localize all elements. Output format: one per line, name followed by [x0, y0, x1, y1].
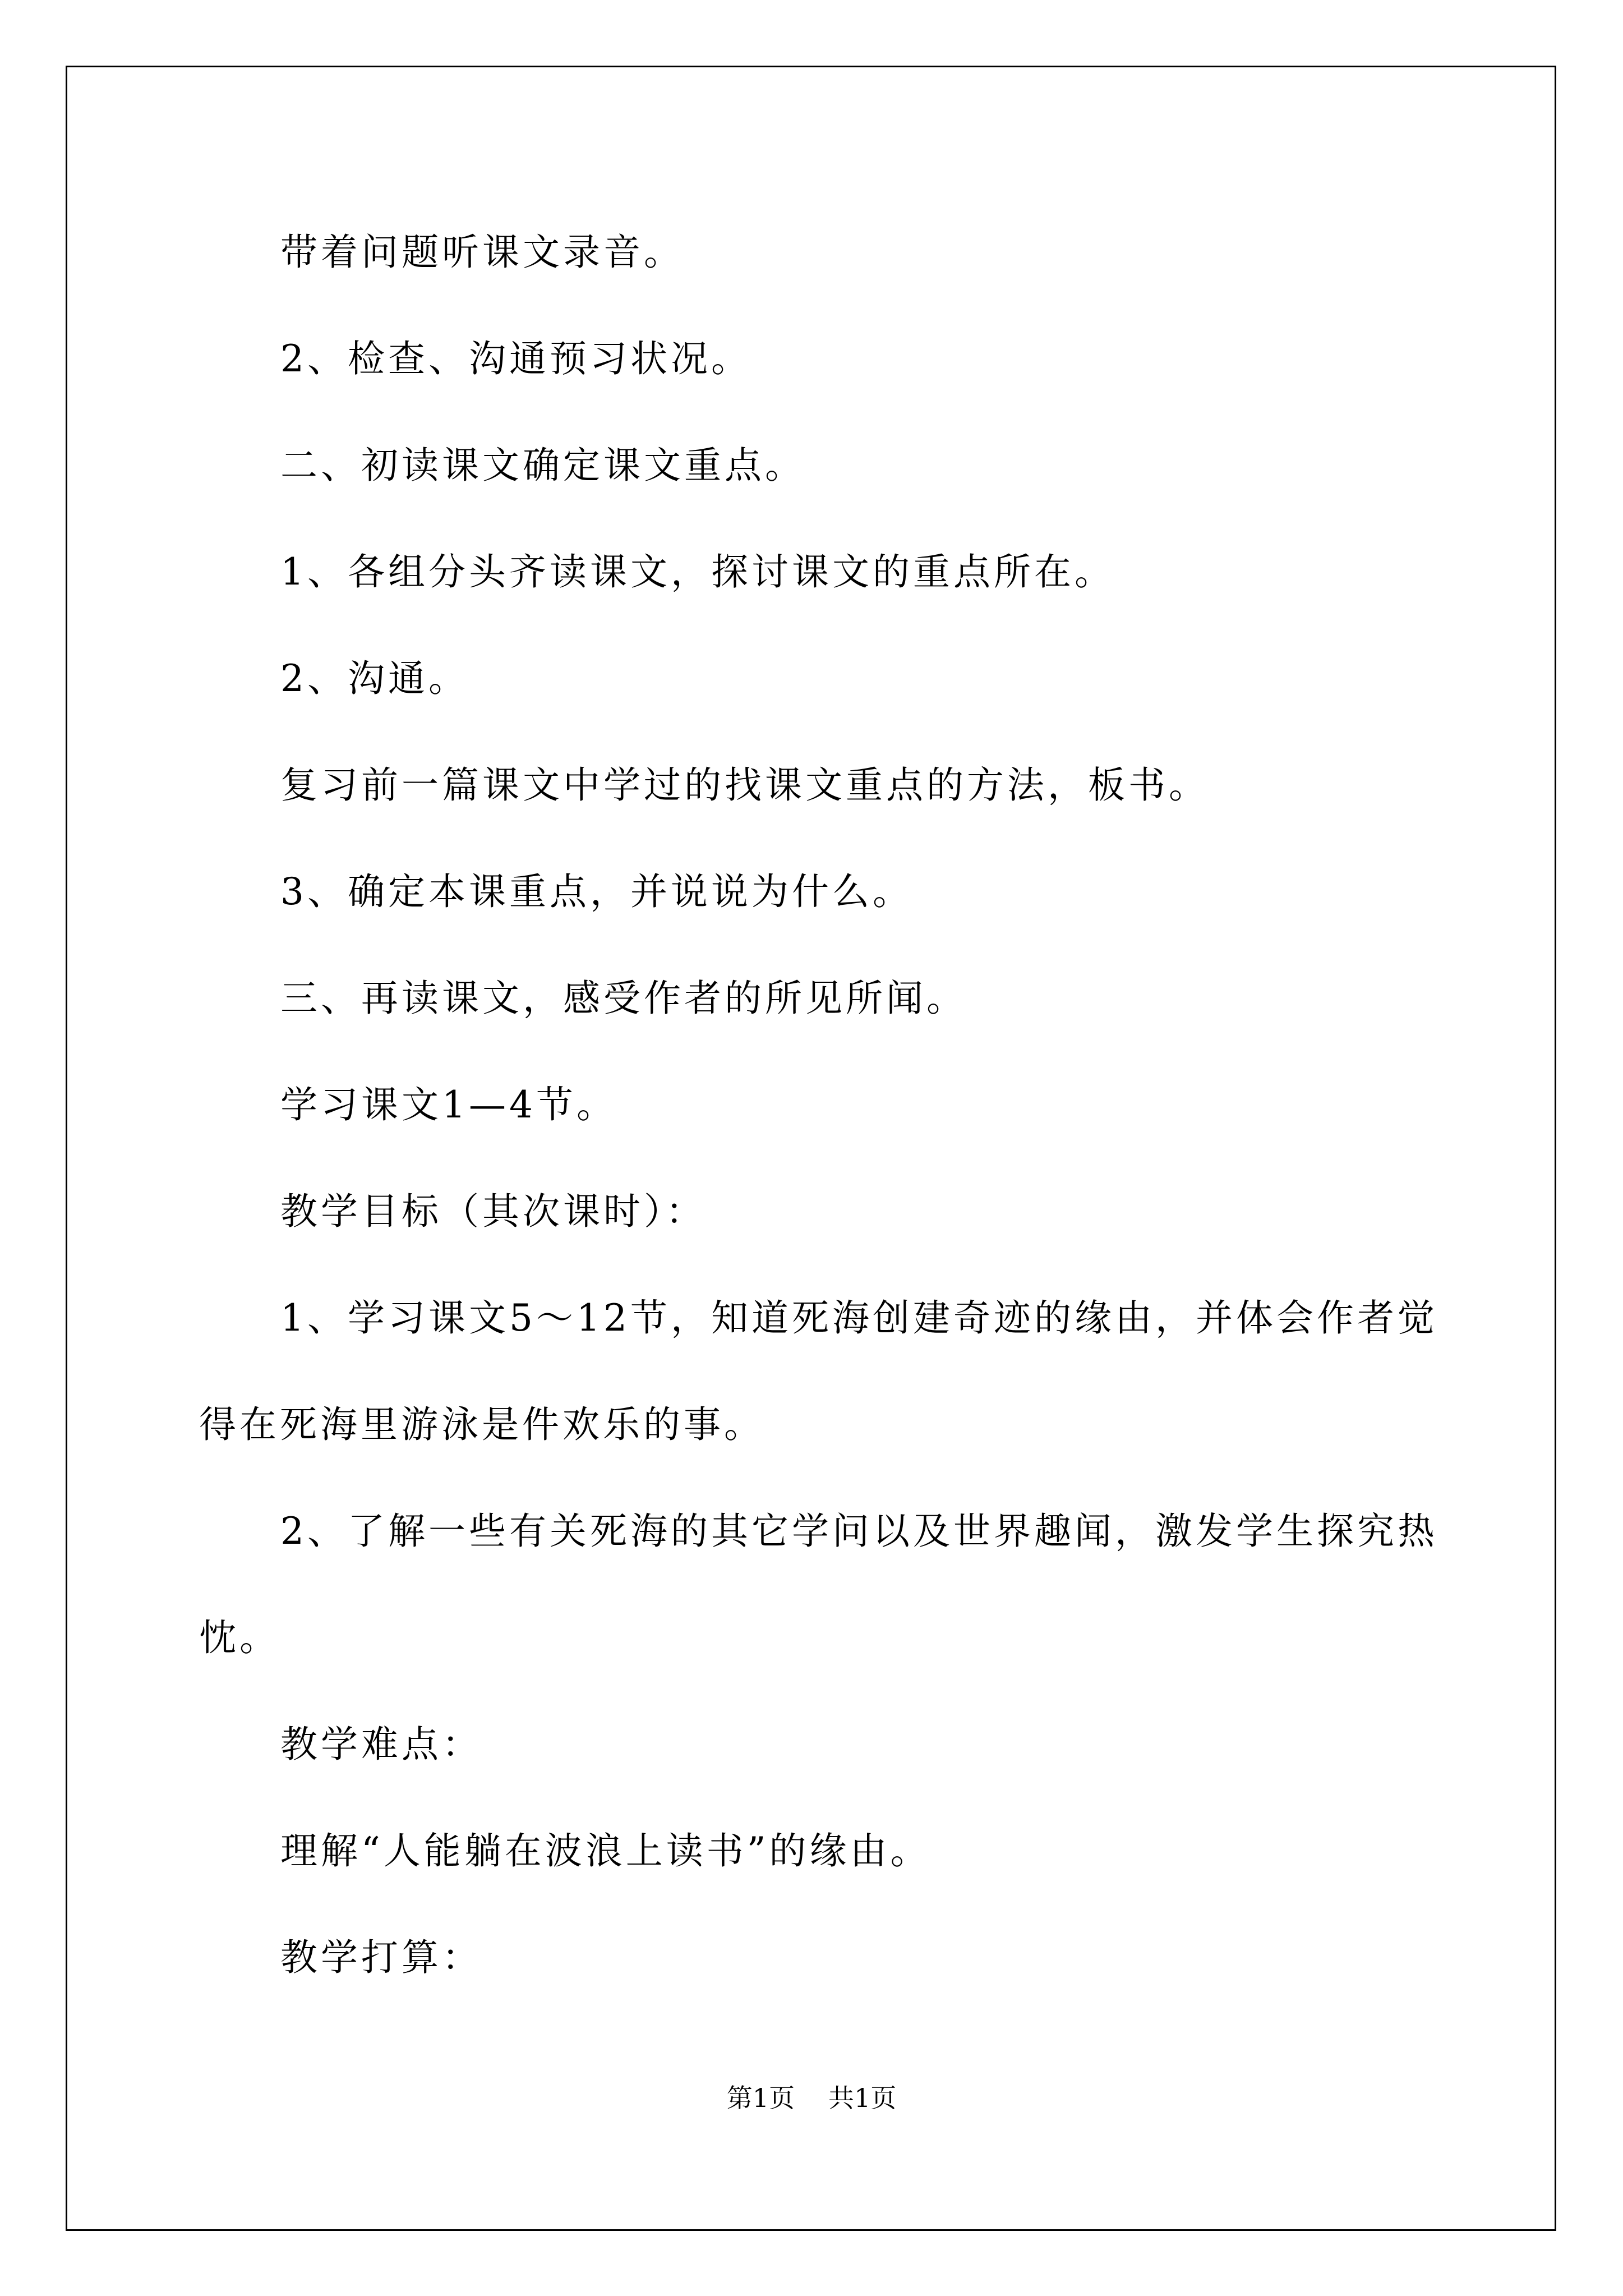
- text-line: 3、确定本课重点，并说说为什么。: [280, 870, 913, 913]
- text-line: 2、沟通。: [280, 657, 469, 700]
- section-heading: 三、再读课文，感受作者的所见所闻。: [280, 977, 967, 1020]
- text-line: 2、了解一些有关死海的其它学问以及世界趣闻，激发学生探究热: [280, 1510, 1438, 1553]
- text-line: 1、各组分头齐读课文，探讨课文的重点所在。: [280, 550, 1115, 593]
- text-line: 2、检查、沟通预习状况。: [280, 337, 751, 380]
- page-footer: [0, 2081, 1623, 2115]
- text-line: 得在死海里游泳是件欢乐的事。: [199, 1403, 764, 1446]
- page-total: 共1页: [828, 2083, 897, 2113]
- section-heading: 二、初读课文确定课文重点。: [280, 444, 805, 487]
- text-line: 教学打算：: [280, 1936, 482, 1979]
- text-line: 教学难点：: [280, 1723, 482, 1766]
- page-border: [66, 66, 1556, 2231]
- text-line: 带着问题听课文录音。: [280, 231, 684, 274]
- text-line: 忱。: [199, 1616, 280, 1659]
- text-line: 1、学习课文5～12节，知道死海创建奇迹的缘由，并体会作者觉: [280, 1296, 1438, 1340]
- text-line: 理解“人能躺在波浪上读书”的缘由。: [280, 1829, 931, 1872]
- page-number: 第1页: [726, 2083, 795, 2113]
- text-line: 学习课文1—4节。: [280, 1083, 617, 1126]
- text-line: 复习前一篇课文中学过的找课文重点的方法，板书。: [280, 763, 1209, 807]
- text-line: 教学目标（其次课时）：: [280, 1190, 706, 1233]
